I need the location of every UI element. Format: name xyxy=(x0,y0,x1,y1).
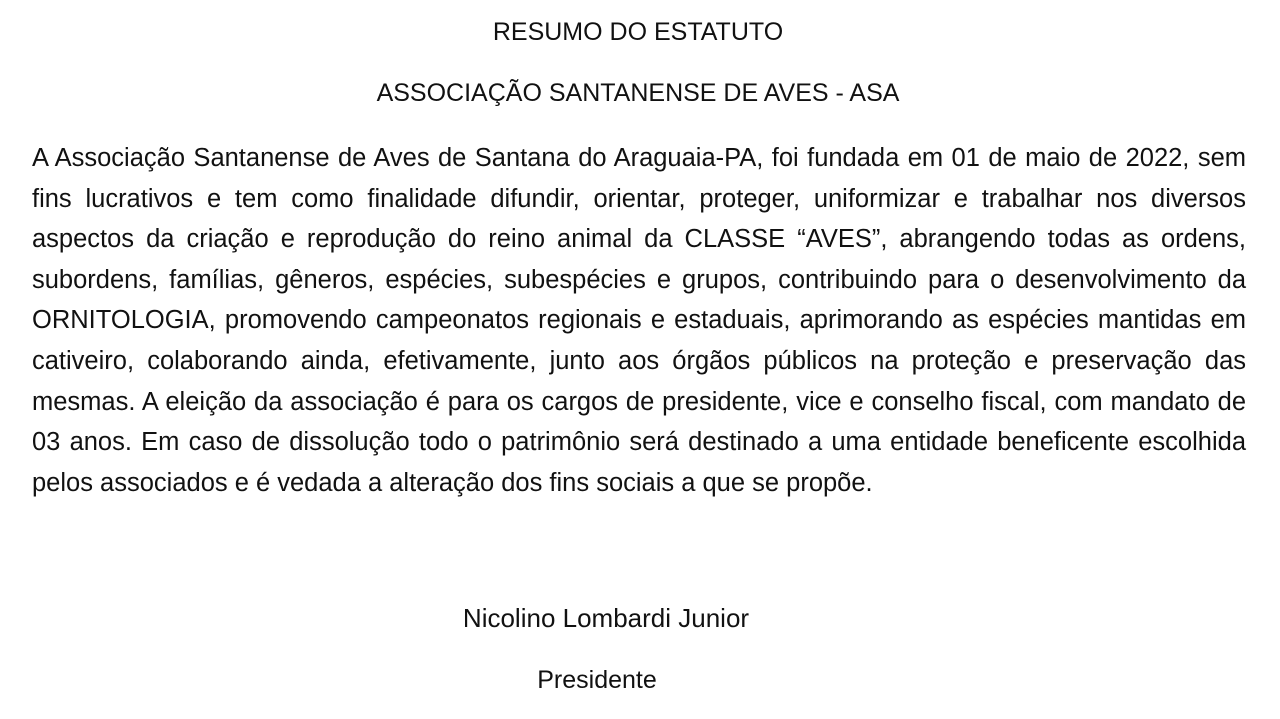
document-title: RESUMO DO ESTATUTO xyxy=(492,18,784,46)
signer-role: Presidente xyxy=(537,666,657,694)
statute-summary-paragraph: A Associação Santanense de Aves de Santana do Araguaia-PA, foi fundada em 01 de maio de 2022, sem fins lucrativos e tem como finalidade difundir, orientar, proteger, uniformizar e trabalhar nos diversos aspectos da criação e reprodução do reino animal da CLASSE “AVES”, abrangendo todas as ordens, subordens, famílias, gêneros, espécies, subespécies e grupos, contribuindo para o desenvolvimento da ORNITOLOGIA, promovendo campeonatos regionais e estaduais, aprimorando as espécies mantidas em cativeiro, colaborando ainda, efetivamente, junto aos órgãos públicos na proteção e preservação das mesmas. A eleição da associação é para os cargos de presidente, vice e conselho fiscal, com mandato de 03 anos. Em caso de dissolução todo o patrimônio será destinado a uma entidade beneficente escolhida pelos associados e é vedada a alteração dos fins sociais a que se propõe. xyxy=(32,144,1246,497)
signer-name: Nicolino Lombardi Junior xyxy=(462,603,750,633)
organization-name: ASSOCIAÇÃO SANTANENSE DE AVES - ASA xyxy=(376,79,900,107)
